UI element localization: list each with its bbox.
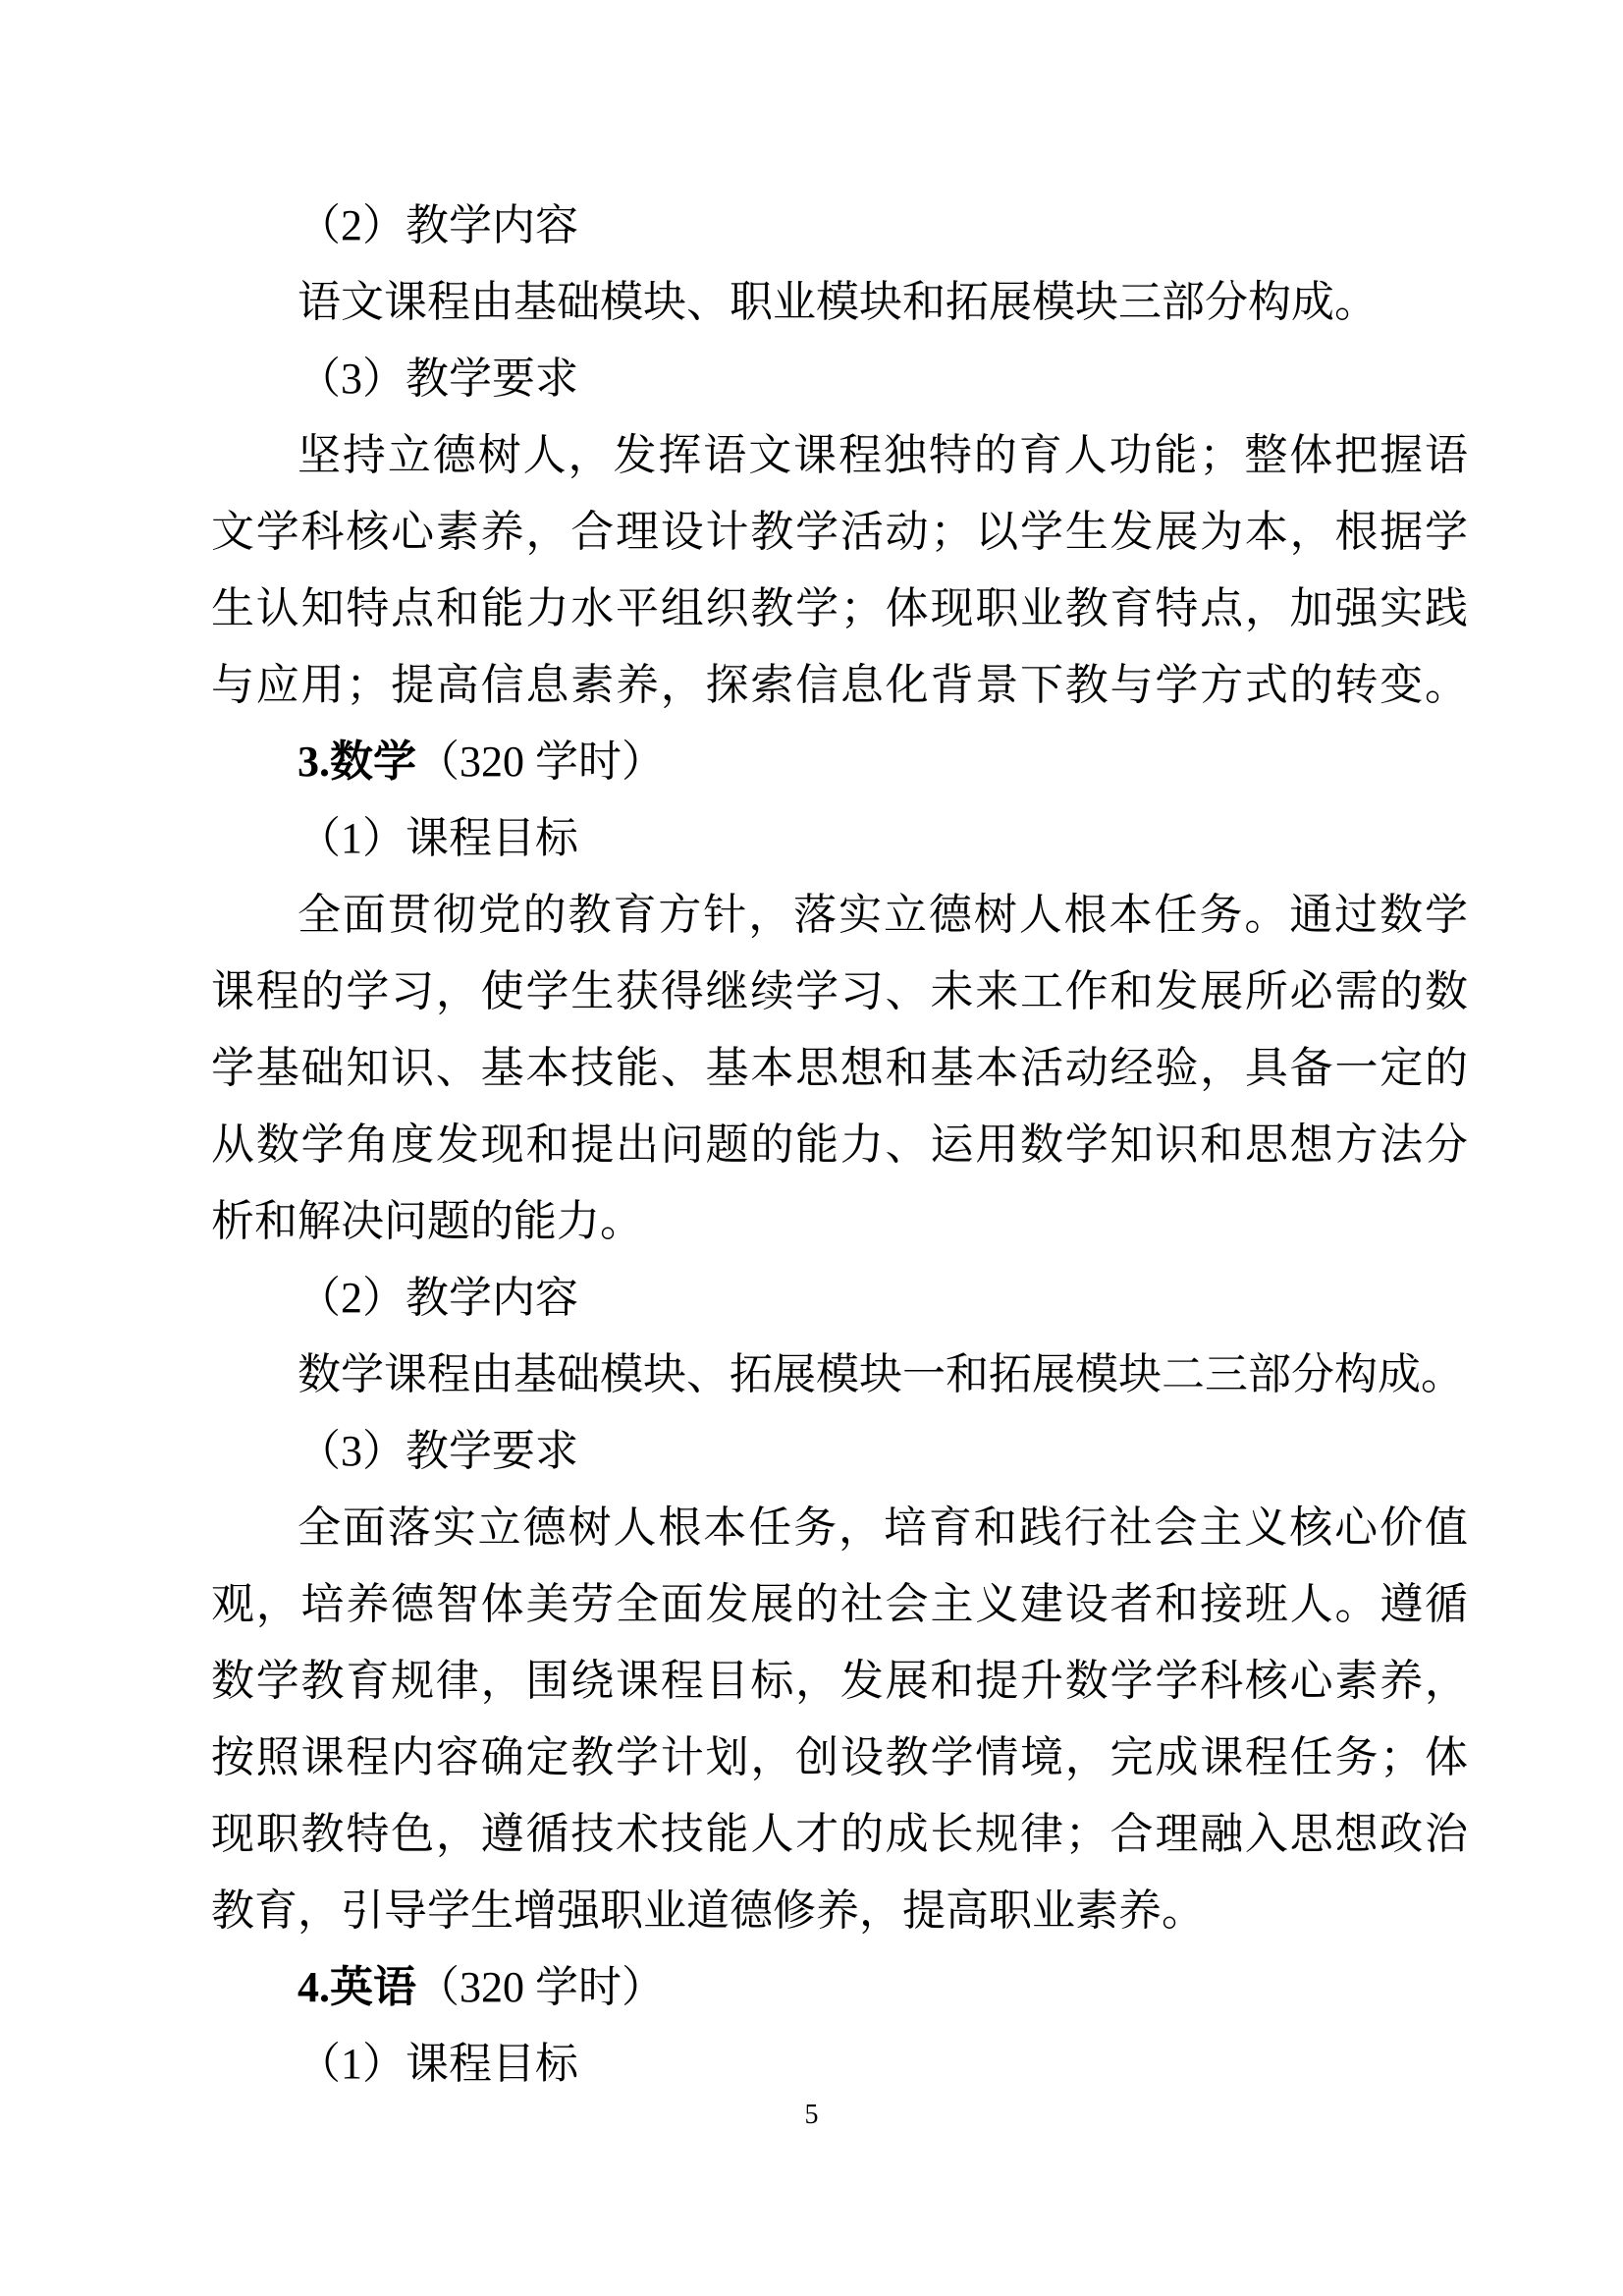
body-line: 析和解决问题的能力。 — [211, 1197, 643, 1245]
body-line: 课程的学习，使学生获得继续学习、未来工作和发展所必需的数 — [211, 967, 1468, 1015]
body-line: 坚持立德树人，发挥语文课程独特的育人功能；整体把握语 — [298, 431, 1468, 479]
body-line: 观，培养德智体美劳全面发展的社会主义建设者和接班人。遵循 — [211, 1580, 1468, 1628]
body-line: 教育，引导学生增强职业道德修养，提高职业素养。 — [211, 1886, 1205, 1935]
course-heading-english-hours: （320 学时） — [416, 1963, 665, 2011]
body-line: 全面贯彻党的教育方针，落实立德树人根本任务。通过数学 — [298, 891, 1468, 939]
course-heading-english — [211, 1949, 1468, 2026]
subheading-course-goals: （1）课程目标 — [298, 814, 578, 862]
body-line: 现职教特色，遵循技术技能人才的成长规律；合理融入思想政治 — [211, 1810, 1468, 1858]
body-line: 从数学角度发现和提出问题的能力、运用数学知识和思想方法分 — [211, 1121, 1468, 1169]
subheading-teaching-content: （2）教学内容 — [298, 201, 578, 249]
body-line: 语文课程由基础模块、职业模块和拓展模块三部分构成。 — [298, 278, 1378, 326]
body-line: 数学教育规律，围绕课程目标，发展和提升数学学科核心素养， — [211, 1657, 1468, 1705]
course-heading-math-title: 3.数学 — [298, 738, 416, 786]
body-line: 与应用；提高信息素养，探索信息化背景下教与学方式的转变。 — [211, 661, 1468, 709]
body-line: 数学课程由基础模块、拓展模块一和拓展模块二三部分构成。 — [298, 1350, 1464, 1398]
subheading-course-goals: （1）课程目标 — [298, 2040, 578, 2088]
body-line: 生认知特点和能力水平组织教学；体现职业教育特点，加强实践 — [211, 584, 1468, 632]
subheading-teaching-requirements: （3）教学要求 — [298, 1427, 578, 1475]
course-heading-math-hours: （320 学时） — [416, 738, 665, 786]
subheading-teaching-requirements: （3）教学要求 — [298, 355, 578, 403]
body-line: 学基础知识、基本技能、基本思想和基本活动经验，具备一定的 — [211, 1044, 1468, 1092]
body-line: 全面落实立德树人根本任务，培育和践行社会主义核心价值 — [298, 1503, 1468, 1552]
body-line: 按照课程内容确定教学计划，创设教学情境，完成课程任务；体 — [211, 1733, 1468, 1781]
course-heading-math — [211, 724, 1468, 800]
document-text-block — [211, 188, 1468, 2103]
course-heading-english-title: 4.英语 — [298, 1963, 416, 2011]
body-line: 文学科核心素养，合理设计教学活动；以学生发展为本，根据学 — [211, 508, 1468, 556]
subheading-teaching-content: （2）教学内容 — [298, 1274, 578, 1322]
page-number: 5 — [804, 2100, 819, 2130]
